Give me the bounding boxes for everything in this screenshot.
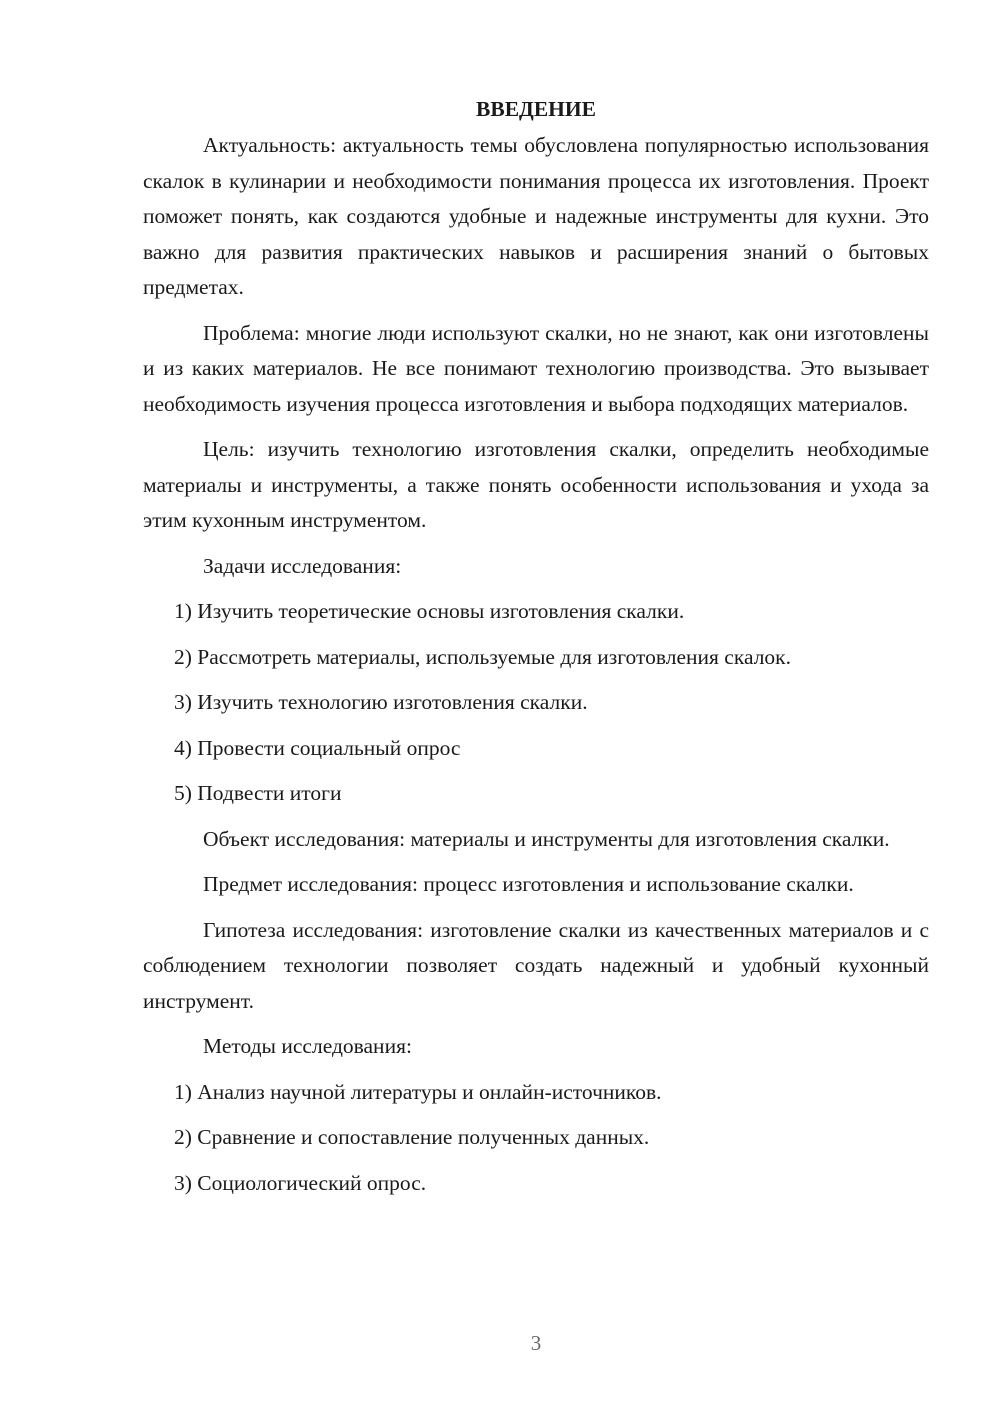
- problem-paragraph: Проблема: многие люди используют скалки, но не знают, как они изготовлены и из каких материалов. Не все понимают технологию производства. Это вызывает необходимость изучения процесса изготовления и выбора подходящих материалов.: [143, 320, 929, 416]
- page-title: ВВЕДЕНИЕ: [476, 97, 596, 121]
- tasks-heading: Задачи исследования:: [203, 553, 402, 578]
- document-page: [143, 92, 929, 1211]
- method-item: 1) Анализ научной литературы и онлайн-источников.: [174, 1079, 662, 1104]
- method-item: 3) Социологический опрос.: [174, 1170, 427, 1195]
- task-item: 3) Изучить технологию изготовления скалки.: [174, 690, 588, 714]
- task-item: 5) Подвести итоги: [174, 781, 342, 805]
- task-item: 2) Рассмотреть материалы, используемые для изготовления скалок.: [174, 644, 791, 669]
- subject-paragraph: Предмет исследования: процесс изготовления и использование скалки.: [203, 872, 854, 896]
- task-item: 1) Изучить теоретические основы изготовления скалки.: [174, 599, 685, 623]
- relevance-paragraph: Актуальность: актуальность темы обусловлена популярностью использования скалок в кулинарии и необходимости понимания процесса их изготовления. Проект поможет понять, как создаются удобные и надежные инструменты для кухни. Это важно для развития практических навыков и расширения знаний о бытовых предметах.: [143, 133, 929, 299]
- page-number: 3: [530, 1331, 542, 1355]
- methods-heading: Методы исследования:: [203, 1034, 412, 1058]
- goal-paragraph: Цель: изучить технологию изготовления скалки, определить необходимые материалы и инструменты, а также понять особенности использования и ухода за этим кухонным инструментом.: [143, 437, 929, 532]
- task-item: 4) Провести социальный опрос: [174, 735, 461, 760]
- method-item: 2) Сравнение и сопоставление полученных данных.: [174, 1125, 650, 1149]
- object-paragraph: Объект исследования: материалы и инструменты для изготовления скалки.: [203, 826, 890, 851]
- hypothesis-paragraph: Гипотеза исследования: изготовление скалки из качественных материалов и с соблюдением технологии позволяет создать надежный и удобный кухонный инструмент.: [143, 917, 929, 1013]
